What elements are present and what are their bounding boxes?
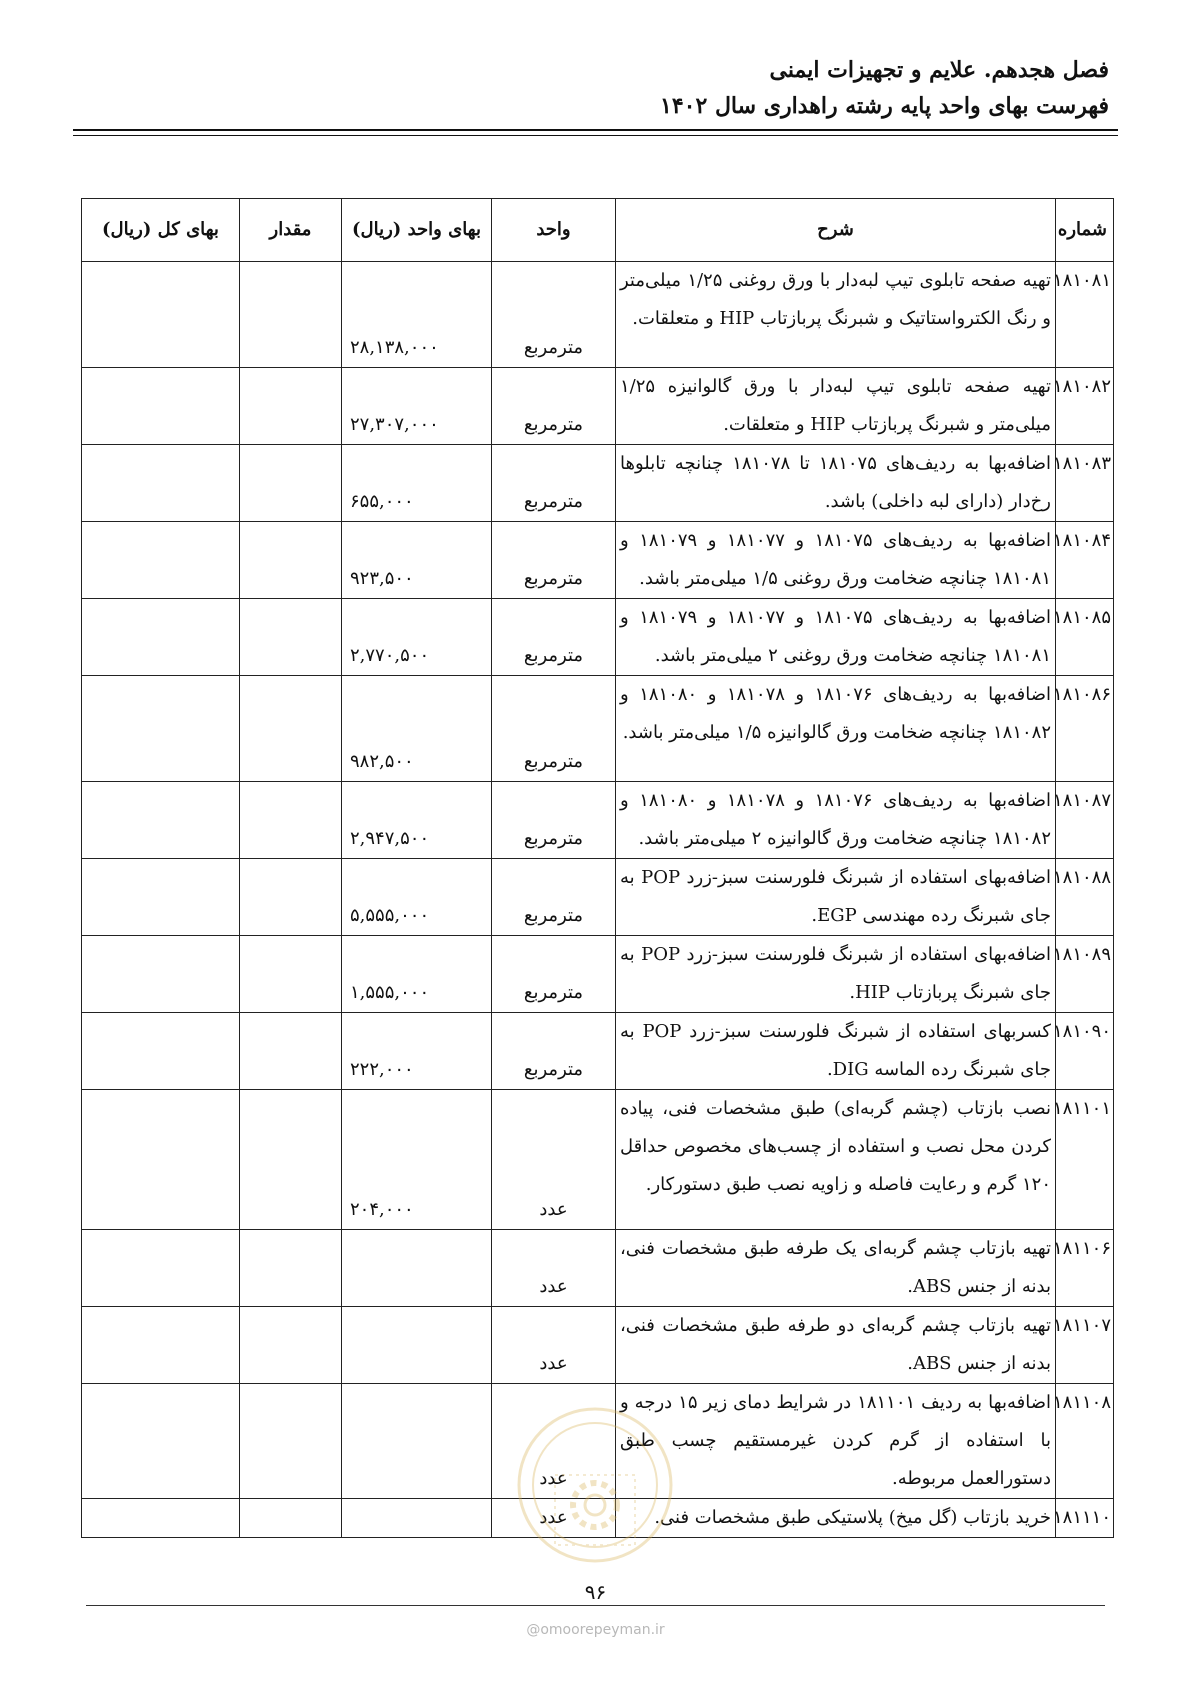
col-quantity-header: مقدار <box>240 199 342 262</box>
col-unit-price-header: بهای واحد (ریال) <box>342 199 492 262</box>
item-unit: عدد <box>492 1384 616 1499</box>
page-number: ۹۶ <box>584 1580 607 1604</box>
item-unit-price: ۶۵۵,۰۰۰ <box>342 445 492 522</box>
item-total-price <box>82 1230 240 1307</box>
table-row <box>82 936 1114 1013</box>
item-quantity <box>240 1013 342 1090</box>
table-row <box>82 599 1114 676</box>
col-description-header: شرح <box>616 199 1056 262</box>
item-number: ۱۸۱۰۸۵ <box>1056 599 1114 676</box>
table-row <box>82 445 1114 522</box>
footer-rule <box>86 1605 1105 1606</box>
table-row <box>82 1307 1114 1384</box>
item-quantity <box>240 936 342 1013</box>
item-unit-price: ۲۰۴,۰۰۰ <box>342 1090 492 1230</box>
item-unit-price: ۹۲۳,۵۰۰ <box>342 522 492 599</box>
item-number: ۱۸۱۱۰۶ <box>1056 1230 1114 1307</box>
item-number: ۱۸۱۱۱۰ <box>1056 1499 1114 1538</box>
item-number: ۱۸۱۰۸۹ <box>1056 936 1114 1013</box>
item-total-price <box>82 1499 240 1538</box>
item-description: اضافه‌بها به ردیف ۱۸۱۱۰۱ در شرایط دمای زیر ۱۵ درجه و با استفاده از گرم کردن غیرمستقیم چسب طبق دستورالعمل مربوطه. <box>616 1384 1056 1499</box>
item-description: اضافه‌بهای استفاده از شبرنگ فلورسنت سبز-زرد POP به جای شبرنگ رده مهندسی EGP. <box>616 859 1056 936</box>
item-number: ۱۸۱۰۸۱ <box>1056 262 1114 368</box>
item-total-price <box>82 368 240 445</box>
item-number: ۱۸۱۱۰۷ <box>1056 1307 1114 1384</box>
item-total-price <box>82 782 240 859</box>
table-row <box>82 1013 1114 1090</box>
item-unit: مترمربع <box>492 445 616 522</box>
item-number: ۱۸۱۰۸۴ <box>1056 522 1114 599</box>
item-unit-price <box>342 1307 492 1384</box>
item-unit: عدد <box>492 1090 616 1230</box>
item-unit-price: ۹۸۲,۵۰۰ <box>342 676 492 782</box>
item-total-price <box>82 1384 240 1499</box>
item-total-price <box>82 522 240 599</box>
header-rule-thin <box>73 135 1118 136</box>
item-total-price <box>82 1307 240 1384</box>
item-number: ۱۸۱۰۸۳ <box>1056 445 1114 522</box>
item-number: ۱۸۱۰۸۷ <box>1056 782 1114 859</box>
item-quantity <box>240 1090 342 1230</box>
item-description: اضافه‌بها به ردیف‌های ۱۸۱۰۷۶ و ۱۸۱۰۷۸ و ۱۸۱۰۸۰ و ۱۸۱۰۸۲ چنانچه ضخامت ورق گالوانیزه ۲ میلی‌متر باشد. <box>616 782 1056 859</box>
table-row <box>82 1230 1114 1307</box>
item-unit: مترمربع <box>492 368 616 445</box>
item-unit: مترمربع <box>492 1013 616 1090</box>
item-description: خرید بازتاب (گل میخ) پلاستیکی طبق مشخصات فنی. <box>616 1499 1056 1538</box>
item-unit-price: ۲,۷۷۰,۵۰۰ <box>342 599 492 676</box>
item-number: ۱۸۱۰۸۲ <box>1056 368 1114 445</box>
table-row <box>82 1090 1114 1230</box>
item-unit-price <box>342 1499 492 1538</box>
table-body <box>82 262 1114 1538</box>
item-quantity <box>240 1384 342 1499</box>
item-total-price <box>82 262 240 368</box>
item-description: اضافه‌بها به ردیف‌های ۱۸۱۰۷۶ و ۱۸۱۰۷۸ و ۱۸۱۰۸۰ و ۱۸۱۰۸۲ چنانچه ضخامت ورق گالوانیزه ۱/۵ میلی‌متر باشد. <box>616 676 1056 782</box>
item-unit: عدد <box>492 1307 616 1384</box>
item-unit-price: ۲۲۲,۰۰۰ <box>342 1013 492 1090</box>
item-unit: مترمربع <box>492 262 616 368</box>
item-unit-price <box>342 1230 492 1307</box>
item-quantity <box>240 599 342 676</box>
chapter-title: فصل هجدهم. علایم و تجهیزات ایمنی <box>769 57 1109 83</box>
item-quantity <box>240 676 342 782</box>
item-quantity <box>240 1499 342 1538</box>
item-unit: عدد <box>492 1499 616 1538</box>
item-quantity <box>240 859 342 936</box>
item-unit: مترمربع <box>492 676 616 782</box>
item-quantity <box>240 1307 342 1384</box>
item-description: تهیه بازتاب چشم گربه‌ای یک طرفه طبق مشخصات فنی، بدنه از جنس ABS. <box>616 1230 1056 1307</box>
item-total-price <box>82 936 240 1013</box>
item-unit-price: ۱,۵۵۵,۰۰۰ <box>342 936 492 1013</box>
page-header <box>79 52 1109 124</box>
item-quantity <box>240 522 342 599</box>
item-description: تهیه صفحه تابلوی تیپ لبه‌دار با ورق گالوانیزه ۱/۲۵ میلی‌متر و شبرنگ پربازتاب HIP و متعلقات. <box>616 368 1056 445</box>
item-unit: مترمربع <box>492 936 616 1013</box>
item-quantity <box>240 1230 342 1307</box>
item-description: اضافه‌بها به ردیف‌های ۱۸۱۰۷۵ و ۱۸۱۰۷۷ و ۱۸۱۰۷۹ و ۱۸۱۰۸۱ چنانچه ضخامت ورق روغنی ۱/۵ میلی‌متر باشد. <box>616 522 1056 599</box>
list-title: فهرست بهای واحد پایه رشته راهداری سال ۱۴۰۲ <box>660 93 1109 119</box>
item-unit-price: ۲۷,۳۰۷,۰۰۰ <box>342 368 492 445</box>
item-unit-price: ۲,۹۴۷,۵۰۰ <box>342 782 492 859</box>
table-row <box>82 522 1114 599</box>
price-table <box>81 198 1114 1538</box>
item-total-price <box>82 1013 240 1090</box>
item-description: تهیه بازتاب چشم گربه‌ای دو طرفه طبق مشخصات فنی، بدنه از جنس ABS. <box>616 1307 1056 1384</box>
table-row <box>82 262 1114 368</box>
item-total-price <box>82 445 240 522</box>
item-unit: عدد <box>492 1230 616 1307</box>
item-quantity <box>240 445 342 522</box>
table-row <box>82 368 1114 445</box>
item-unit: مترمربع <box>492 859 616 936</box>
item-description: اضافه‌بهای استفاده از شبرنگ فلورسنت سبز-زرد POP به جای شبرنگ پربازتاب HIP. <box>616 936 1056 1013</box>
table-row <box>82 782 1114 859</box>
col-total-price-header: بهای کل (ریال) <box>82 199 240 262</box>
table-header-row <box>82 199 1114 262</box>
item-description: تهیه صفحه تابلوی تیپ لبه‌دار با ورق روغنی ۱/۲۵ میلی‌متر و رنگ الکترواستاتیک و شبرنگ پربازتاب HIP و متعلقات. <box>616 262 1056 368</box>
col-unit-header: واحد <box>492 199 616 262</box>
col-number-header: شماره <box>1056 199 1114 262</box>
item-unit-price <box>342 1384 492 1499</box>
header-rule-thick <box>73 129 1118 131</box>
item-unit-price: ۵,۵۵۵,۰۰۰ <box>342 859 492 936</box>
item-unit-price: ۲۸,۱۳۸,۰۰۰ <box>342 262 492 368</box>
item-number: ۱۸۱۰۸۸ <box>1056 859 1114 936</box>
item-total-price <box>82 1090 240 1230</box>
item-unit: مترمربع <box>492 782 616 859</box>
item-unit: مترمربع <box>492 599 616 676</box>
item-number: ۱۸۱۰۸۶ <box>1056 676 1114 782</box>
website-watermark: @omoorepeyman.ir <box>526 1622 665 1638</box>
item-description: اضافه‌بها به ردیف‌های ۱۸۱۰۷۵ تا ۱۸۱۰۷۸ چنانچه تابلوها رخ‌دار (دارای لبه داخلی) باشد. <box>616 445 1056 522</box>
item-description: نصب بازتاب (چشم گربه‌ای) طبق مشخصات فنی، پیاده کردن محل نصب و استفاده از چسب‌های مخصوص حداقل ۱۲۰ گرم و رعایت فاصله و زاویه نصب طبق دستورکار. <box>616 1090 1056 1230</box>
item-quantity <box>240 782 342 859</box>
item-quantity <box>240 368 342 445</box>
item-total-price <box>82 859 240 936</box>
item-total-price <box>82 599 240 676</box>
table-row <box>82 1499 1114 1538</box>
item-unit: مترمربع <box>492 522 616 599</box>
table-row <box>82 859 1114 936</box>
item-description: اضافه‌بها به ردیف‌های ۱۸۱۰۷۵ و ۱۸۱۰۷۷ و ۱۸۱۰۷۹ و ۱۸۱۰۸۱ چنانچه ضخامت ورق روغنی ۲ میلی‌متر باشد. <box>616 599 1056 676</box>
item-number: ۱۸۱۱۰۸ <box>1056 1384 1114 1499</box>
item-description: کسربهای استفاده از شبرنگ فلورسنت سبز-زرد POP به جای شبرنگ رده الماسه DIG. <box>616 1013 1056 1090</box>
item-total-price <box>82 676 240 782</box>
item-number: ۱۸۱۰۹۰ <box>1056 1013 1114 1090</box>
item-number: ۱۸۱۱۰۱ <box>1056 1090 1114 1230</box>
item-quantity <box>240 262 342 368</box>
table-row <box>82 676 1114 782</box>
table-row <box>82 1384 1114 1499</box>
